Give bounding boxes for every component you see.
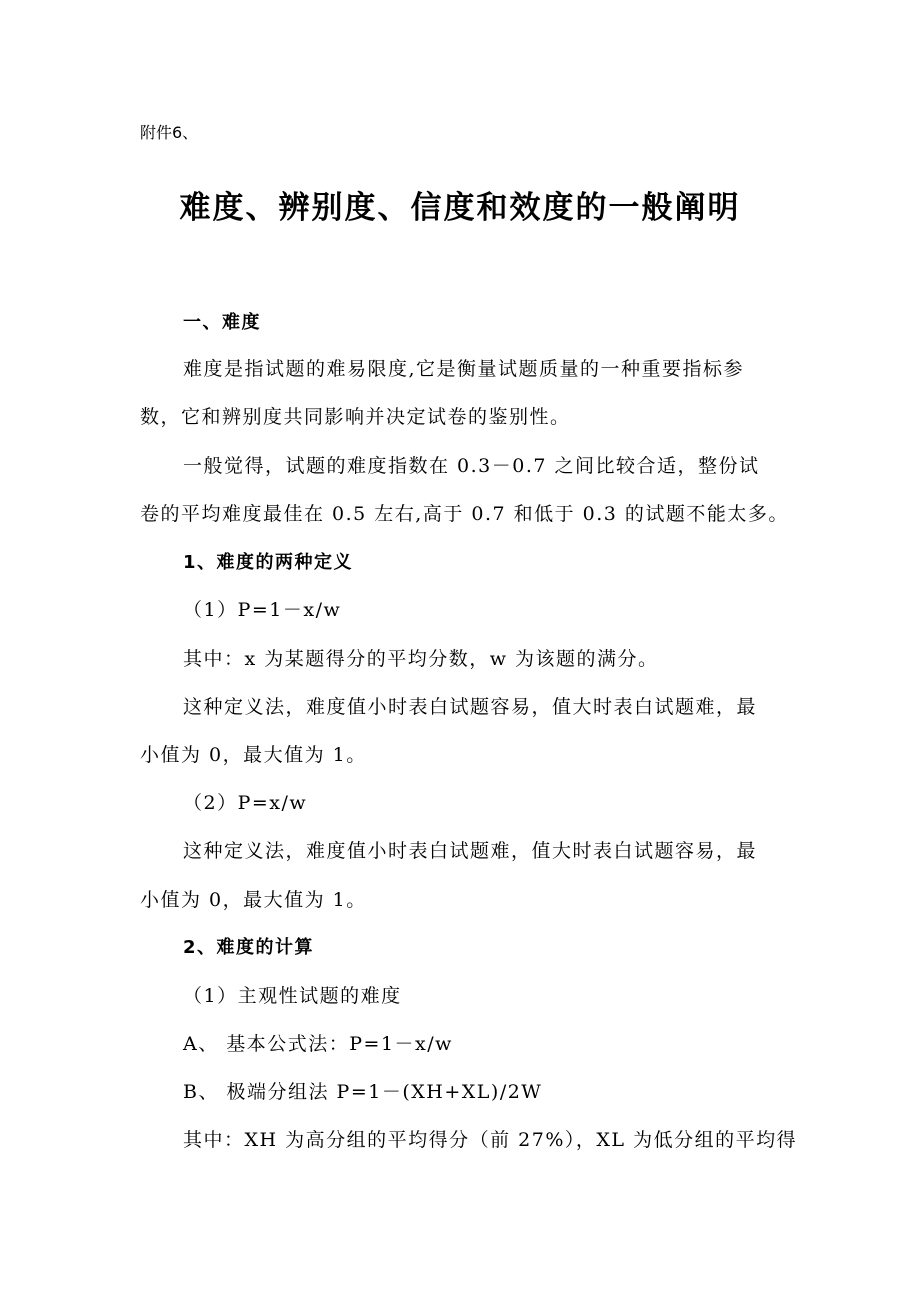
document-title: 难度、辨别度、信度和效度的一般阐明 xyxy=(179,190,741,226)
formula-line: （2）P=x/w xyxy=(183,792,308,814)
paragraph-line: 其中：XH 为高分组的平均得分（前 27%），XL 为低分组的平均得 xyxy=(183,1129,798,1151)
paragraph-line: 一般觉得，试题的难度指数在 0.3－0.7 之间比较合适，整份试 xyxy=(183,455,760,477)
formula-line: B、 极端分组法 P=1－(XH+XL)/2W xyxy=(183,1081,543,1103)
paragraph-line: 小值为 0，最大值为 1。 xyxy=(140,889,367,911)
paragraph-line: 这种定义法，难度值小时表白试题容易，值大时表白试题难，最 xyxy=(183,696,758,718)
paragraph-line: 小值为 0，最大值为 1。 xyxy=(140,744,367,766)
formula-line: A、 基本公式法：P=1－x/w xyxy=(183,1033,453,1055)
subsection-heading-calculation: 2、难度的计算 xyxy=(183,937,315,958)
formula-line: （1）P=1－x/w xyxy=(183,599,342,621)
paragraph-line: 难度是指试题的难易限度,它是衡量试题质量的一种重要指标参 xyxy=(183,358,745,380)
section-heading-difficulty: 一、难度 xyxy=(183,312,261,333)
paragraph-line: 卷的平均难度最佳在 0.5 左右,高于 0.7 和低于 0.3 的试题不能太多。 xyxy=(140,503,789,525)
paragraph-line: （1）主观性试题的难度 xyxy=(183,985,402,1007)
subsection-heading-definitions: 1、难度的两种定义 xyxy=(183,552,354,573)
paragraph-line: 这种定义法，难度值小时表白试题难，值大时表白试题容易，最 xyxy=(183,840,758,862)
paragraph-line: 数，它和辨别度共同影响并决定试卷的鉴别性。 xyxy=(140,406,571,428)
paragraph-line: 其中：x 为某题得分的平均分数，w 为该题的满分。 xyxy=(183,648,659,670)
attachment-label: 附件6、 xyxy=(140,123,199,142)
